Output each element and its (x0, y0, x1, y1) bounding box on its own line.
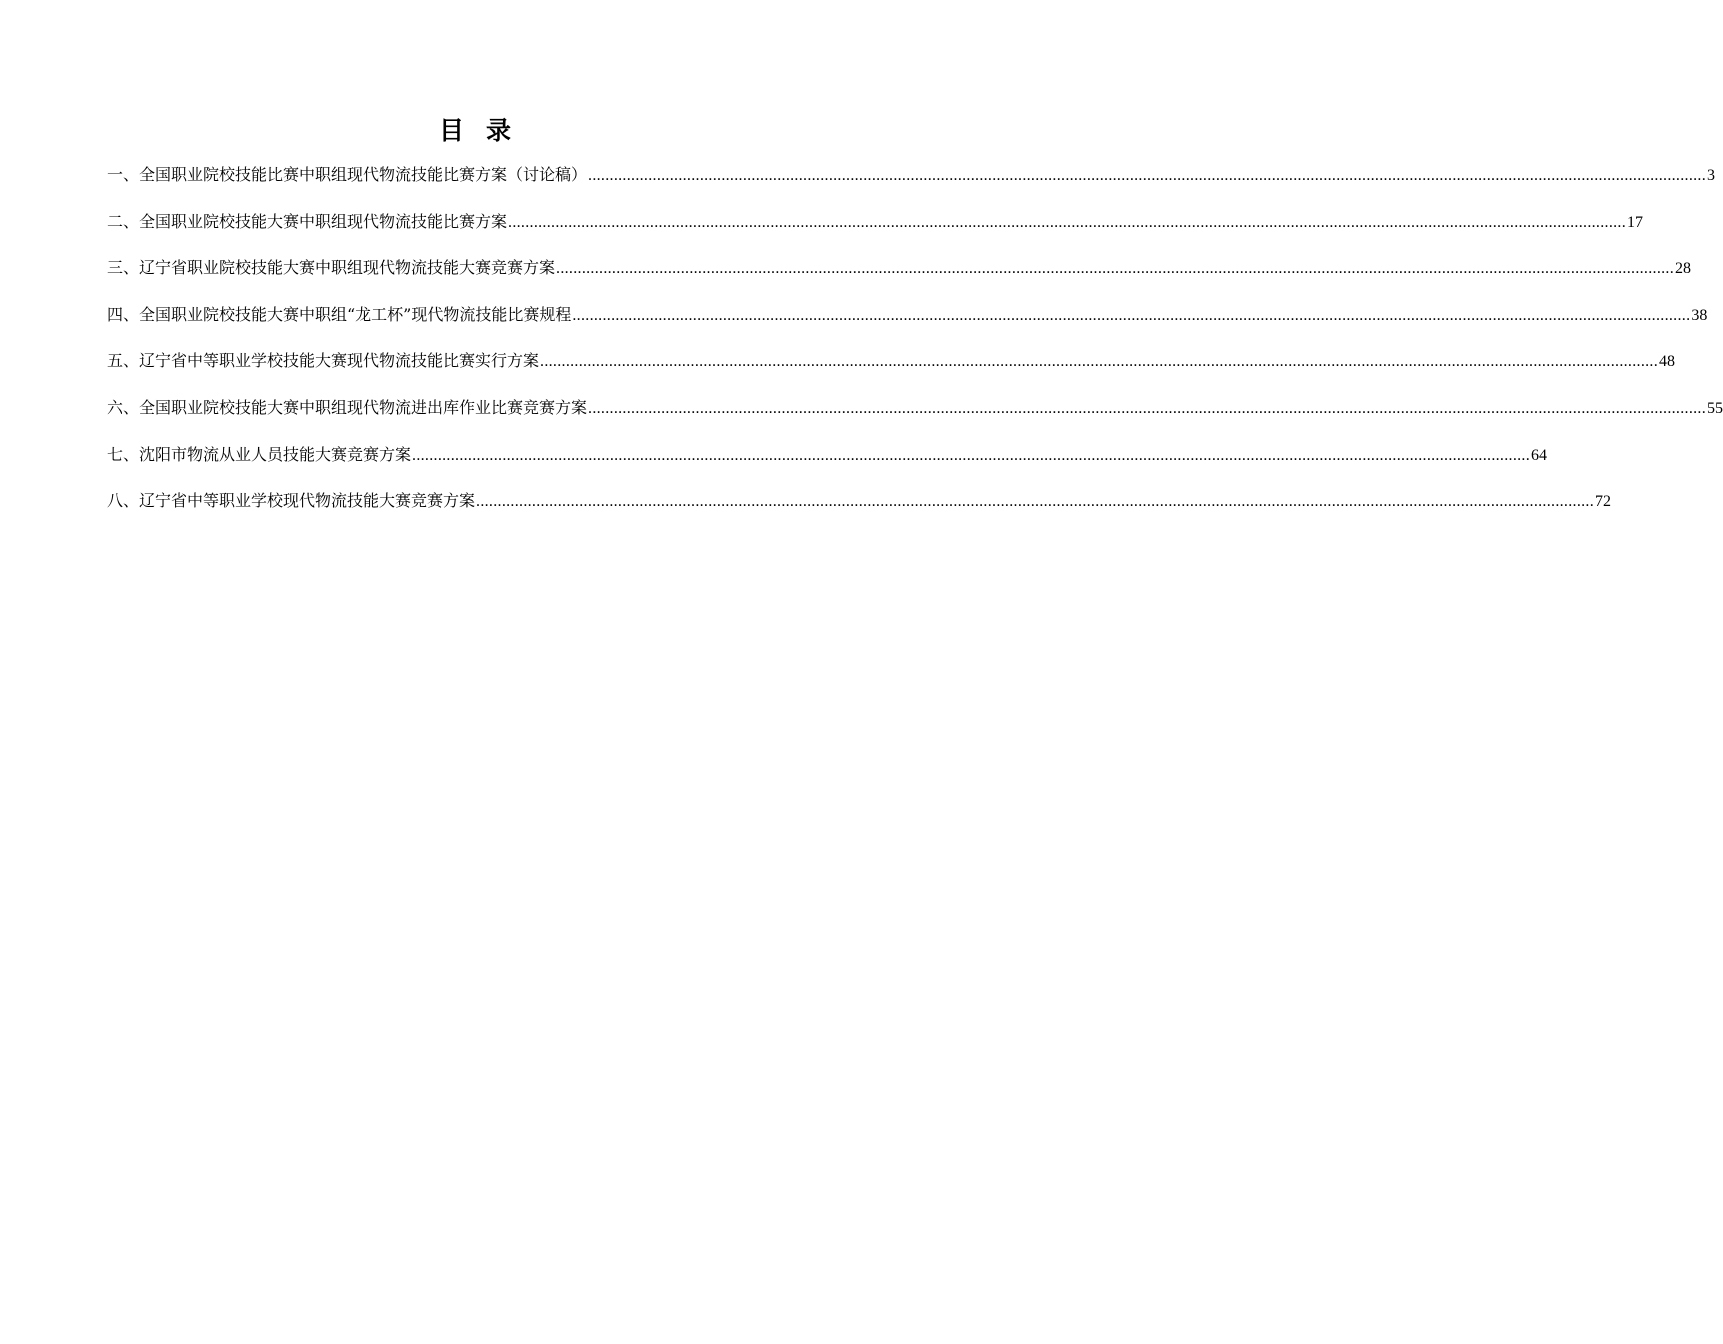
toc-dot-leader: .................................................................................................................................................................................................................................................................... (412, 446, 1531, 464)
toc-dot-leader: .................................................................................................................................................................................................................................................................... (540, 353, 1659, 371)
toc-dot-leader: .................................................................................................................................................................................................................................................................... (588, 399, 1707, 417)
toc-entry-text: 七、沈阳市物流从业人员技能大赛竞赛方案 (107, 444, 412, 464)
toc-list (107, 161, 1723, 534)
toc-entry-page: 17 (1627, 213, 1644, 231)
toc-entry-page: 3 (1707, 167, 1716, 184)
toc-entry-text: 一、全国职业院校技能比赛中职组现代物流技能比赛方案（讨论稿） (107, 165, 588, 184)
toc-entry[interactable] (107, 208, 1644, 255)
toc-title: 目录 (438, 116, 533, 145)
toc-entry[interactable] (107, 441, 1548, 488)
toc-entry[interactable] (107, 254, 1692, 301)
toc-entry-page: 38 (1691, 306, 1708, 324)
toc-dot-leader: .................................................................................................................................................................................................................................................................... (476, 493, 1595, 511)
toc-entry-text: 五、辽宁省中等职业学校技能大赛现代物流技能比赛实行方案 (107, 351, 540, 371)
toc-entry[interactable] (107, 161, 1716, 208)
toc-entry-text: 八、辽宁省中等职业学校现代物流技能大赛竞赛方案 (107, 491, 476, 511)
toc-entry-page: 28 (1675, 260, 1692, 278)
toc-dot-leader: .................................................................................................................................................................................................................................................................... (588, 167, 1707, 184)
toc-entry[interactable] (107, 347, 1676, 394)
toc-entry-page: 64 (1531, 446, 1548, 464)
toc-entry-page: 48 (1659, 353, 1676, 371)
toc-entry-text: 六、全国职业院校技能大赛中职组现代物流进出库作业比赛竞赛方案 (107, 397, 588, 417)
toc-entry-page: 55 (1707, 399, 1723, 417)
toc-entry[interactable] (107, 301, 1708, 348)
toc-dot-leader: .................................................................................................................................................................................................................................................................... (508, 213, 1627, 231)
toc-dot-leader: .................................................................................................................................................................................................................................................................... (556, 260, 1675, 278)
toc-entry-text: 三、辽宁省职业院校技能大赛中职组现代物流技能大赛竞赛方案 (107, 258, 556, 278)
toc-dot-leader: .................................................................................................................................................................................................................................................................... (572, 306, 1691, 324)
toc-entry[interactable] (107, 487, 1612, 534)
toc-entry[interactable] (107, 394, 1723, 441)
toc-entry-page: 72 (1595, 493, 1612, 511)
toc-entry-text: 二、全国职业院校技能大赛中职组现代物流技能比赛方案 (107, 211, 508, 231)
toc-entry-text: 四、全国职业院校技能大赛中职组“龙工杯”现代物流技能比赛规程 (107, 304, 572, 324)
